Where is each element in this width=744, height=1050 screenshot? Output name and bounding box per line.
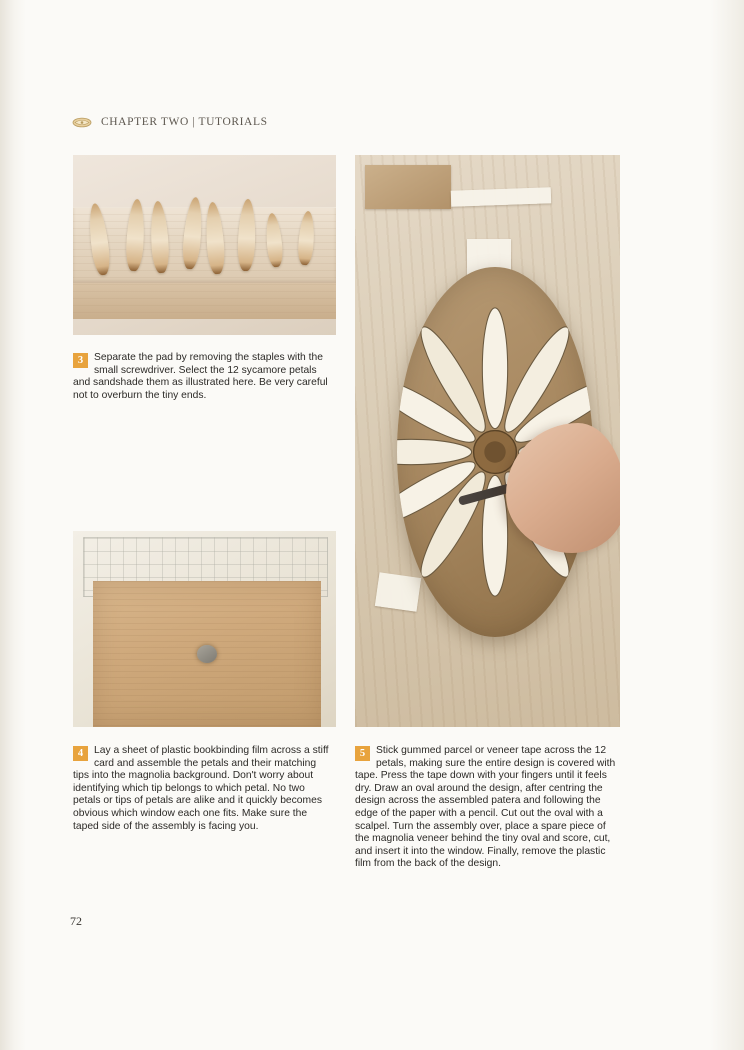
wood-grain-texture [73,207,336,319]
step-number-badge: 4 [73,746,88,761]
stiff-card-with-patera [93,581,321,727]
veneer-offcut [365,165,451,209]
patera-centre [197,645,217,663]
leaf-ornament-icon [72,117,92,128]
running-head [72,116,268,128]
caption-text: Stick gummed parcel or veneer tape across the 12 petals, making sure the entire design is covered with tape. Press the tape down with your fingers until it feels dry. Draw an oval around the design, after centring the design across the assembled patera and following the edge of the paper with a pencil. Cut out the oval with a scalpel. Turn the assembly over, place a spare piece of the magnolia veneer behind the tiny oval and score, cut, and insert it into the window. Finally, remove the plastic film from the back of the design. [355,745,616,870]
running-head-text: CHAPTER TWO | TUTORIALS [101,116,268,128]
magnolia-patera-small [145,603,269,707]
step-number-badge: 3 [73,353,88,368]
caption-text: Separate the pad by removing the staples with the small screwdriver. Select the 12 sycamore petals and sandshade them as illustrated here. Be very careful not to overburn the tiny ends. [73,352,328,401]
caption-step-5 [355,745,617,871]
page-number: 72 [70,914,82,928]
caption-step-4 [73,745,331,833]
photo-taping-patera-oval [355,155,620,727]
photo-magnolia-background-card [73,531,336,727]
step-number-badge: 5 [355,746,370,761]
caption-text: Lay a sheet of plastic bookbinding film across a stiff card and assemble the petals and their matching tips into the magnolia background. Don't worry about identifying which tip belongs to which petal. No two petals or tips of petals are alike and it quickly becomes obvious which window each one fits. Make sure the taped side of the assembly is facing you. [73,745,329,832]
photo-sycamore-petals-strip [73,155,336,335]
caption-step-3 [73,352,331,402]
